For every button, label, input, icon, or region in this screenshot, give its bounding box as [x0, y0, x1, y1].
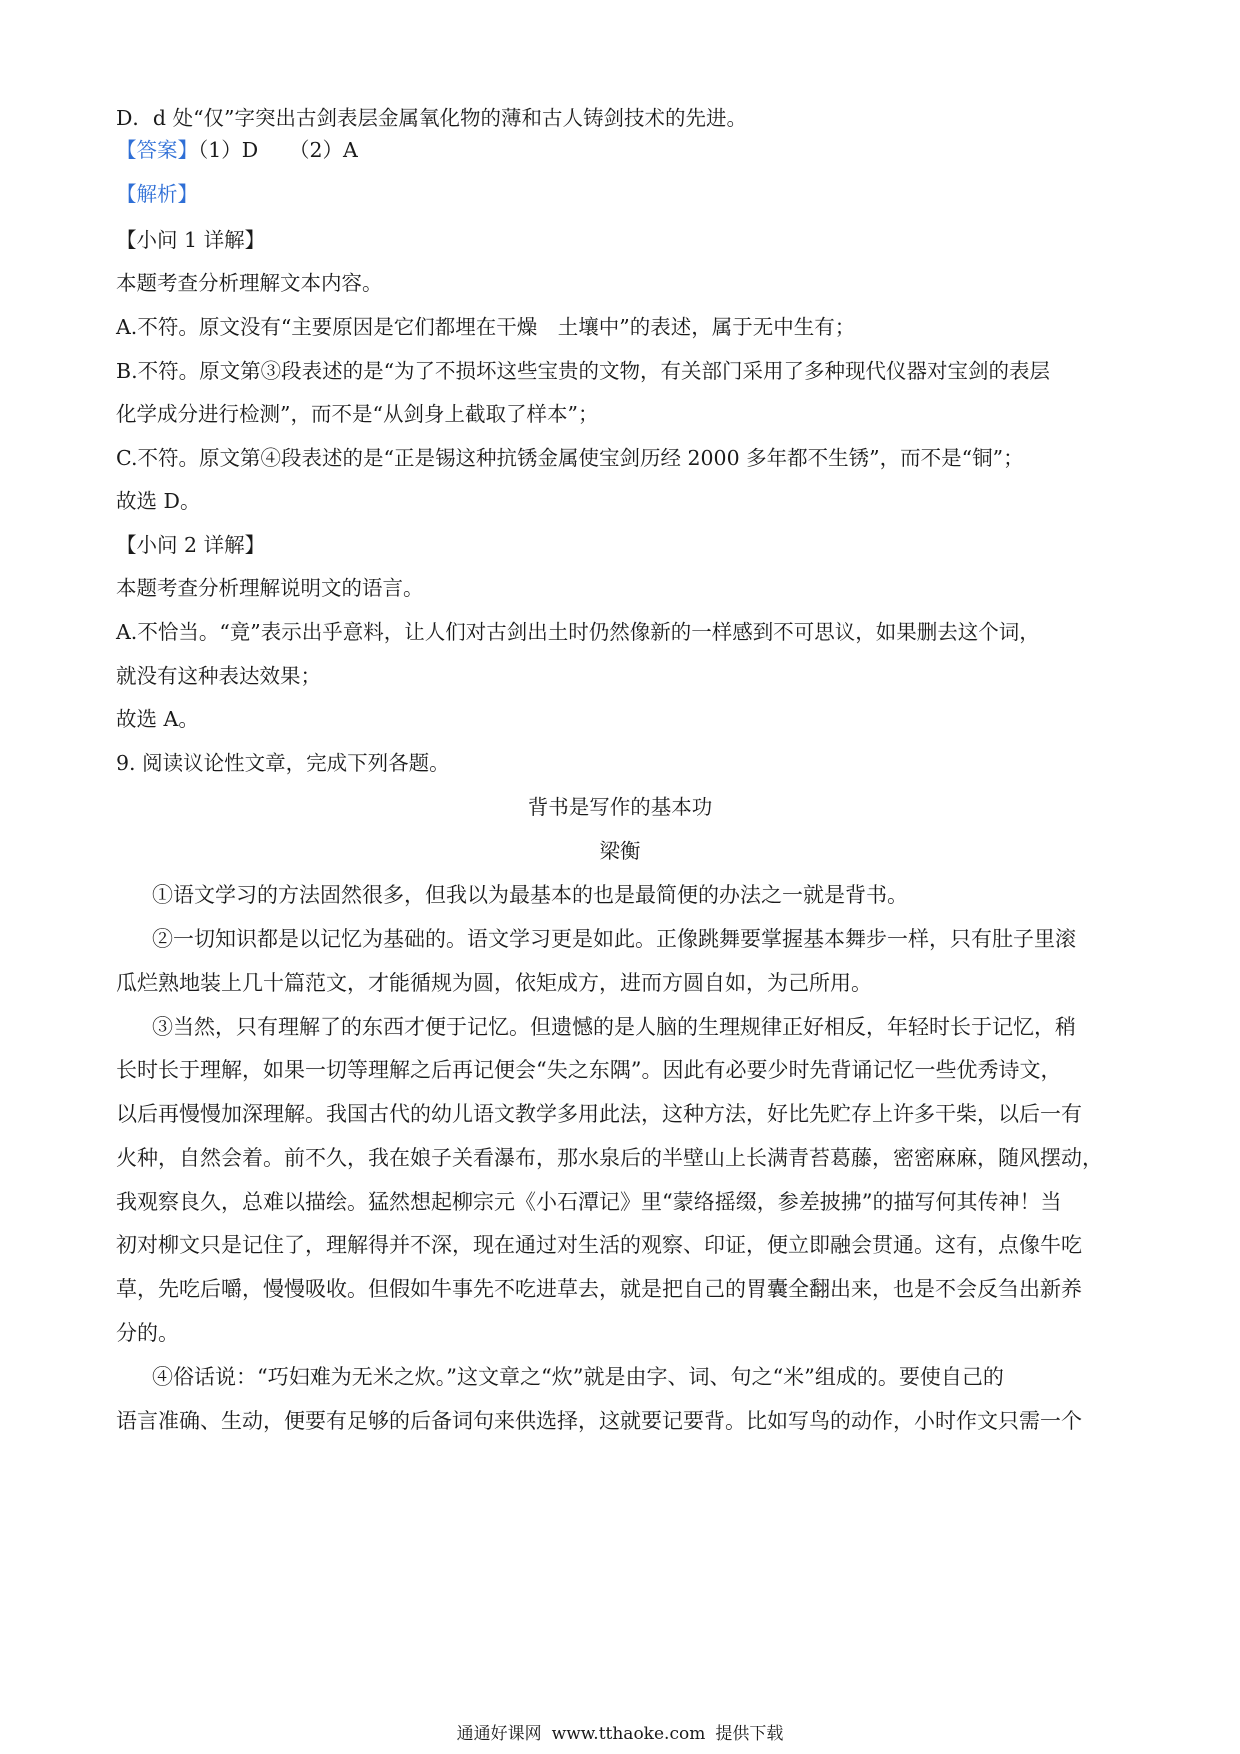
- paragraph-line: 语言准确、生动，便要有足够的后备词句来供选择，这就要记要背。比如写鸟的动作，小时作文只需一个: [116, 1409, 1082, 1433]
- paragraph-line: 瓜烂熟地装上几十篇范文，才能循规为圆，依矩成方，进而方圆自如，为己所用。: [116, 971, 872, 995]
- q2-line: A.不恰当。“竟”表示出乎意料，让人们对古剑出土时仍然像新的一样感到不可思议，如果删去这个词，: [116, 620, 1040, 644]
- q2-line: 故选 A。: [116, 707, 199, 731]
- page-footer: [0, 1722, 1240, 1746]
- paragraph-line: ①语文学习的方法固然很多，但我以为最基本的也是最简便的办法之一就是背书。: [152, 883, 908, 907]
- q1-line: A.不符。原文没有“主要原因是它们都埋在干燥 土壤中”的表述，属于无中生有；: [116, 315, 856, 339]
- footer-note: 提供下载: [715, 1724, 784, 1744]
- q1-line: C.不符。原文第④段表述的是“正是锡这种抗锈金属使宝剑历经 2000 多年都不生锈”，而不是“铜”；: [116, 446, 1024, 470]
- answer-label: 【答案】: [116, 138, 198, 162]
- paragraph-line: 草，先吃后嚼，慢慢吸收。但假如牛事先不吃进草去，就是把自己的胃囊全翻出来，也是不会反刍出新养: [116, 1277, 1082, 1301]
- option-d-text: D．d 处“仅”字突出古剑表层金属氧化物的薄和古人铸剑技术的先进。: [116, 106, 748, 130]
- q1-header: 【小问 1 详解】: [116, 228, 266, 252]
- footer-site-name: 通通好课网: [456, 1724, 542, 1744]
- q1-line: B.不符。原文第③段表述的是“为了不损坏这些宝贵的文物，有关部门采用了多种现代仪器对宝剑的表层: [116, 359, 1051, 383]
- article-title: 背书是写作的基本功: [527, 795, 713, 819]
- paragraph-line: 长时长于理解，如果一切等理解之后再记便会“失之东隅”。因此有必要少时先背诵记忆一些优秀诗文，: [116, 1058, 1062, 1082]
- article-author: 梁衡: [599, 839, 641, 863]
- paragraph-line: 火种，自然会着。前不久，我在娘子关看瀑布，那水泉后的半壁山上长满青苔葛藤，密密麻麻，随风摆动，: [116, 1146, 1103, 1170]
- paragraph-line: ③当然，只有理解了的东西才便于记忆。但遗憾的是人脑的生理规律正好相反，年轻时长于记忆，稍: [152, 1015, 1076, 1039]
- answer-line: [116, 135, 358, 165]
- answer-text: （1）D （2）A: [198, 138, 358, 162]
- q1-line: 化学成分进行检测”，而不是“从剑身上截取了样本”；: [116, 402, 599, 426]
- paragraph-line: 我观察良久，总难以描绘。猛然想起柳宗元《小石潭记》里“蒙络摇缀，参差披拂”的描写何其传神！当: [116, 1190, 1062, 1214]
- paragraph-line: 分的。: [116, 1321, 179, 1345]
- footer-url[interactable]: www.tthaoke.com: [551, 1724, 706, 1744]
- q2-line: 本题考查分析理解说明文的语言。: [116, 576, 424, 600]
- question-9-prompt: 9. 阅读议论性文章，完成下列各题。: [116, 751, 450, 775]
- q2-header: 【小问 2 详解】: [116, 533, 266, 557]
- paragraph-line: 初对柳文只是记住了，理解得并不深，现在通过对生活的观察、印证，便立即融会贯通。这有，点像牛吃: [116, 1233, 1082, 1257]
- paragraph-line: 以后再慢慢加深理解。我国古代的幼儿语文教学多用此法，这种方法，好比先贮存上许多干柴，以后一有: [116, 1102, 1082, 1126]
- analysis-label: 【解析】: [116, 182, 198, 206]
- q1-line: 本题考查分析理解文本内容。: [116, 271, 383, 295]
- q2-line: 就没有这种表达效果；: [116, 664, 321, 688]
- q1-line: 故选 D。: [116, 489, 201, 513]
- paragraph-line: ④俗话说：“巧妇难为无米之炊。”这文章之“炊”就是由字、词、句之“米”组成的。要使自己的: [152, 1365, 1004, 1389]
- paragraph-line: ②一切知识都是以记忆为基础的。语文学习更是如此。正像跳舞要掌握基本舞步一样，只有肚子里滚: [152, 927, 1076, 951]
